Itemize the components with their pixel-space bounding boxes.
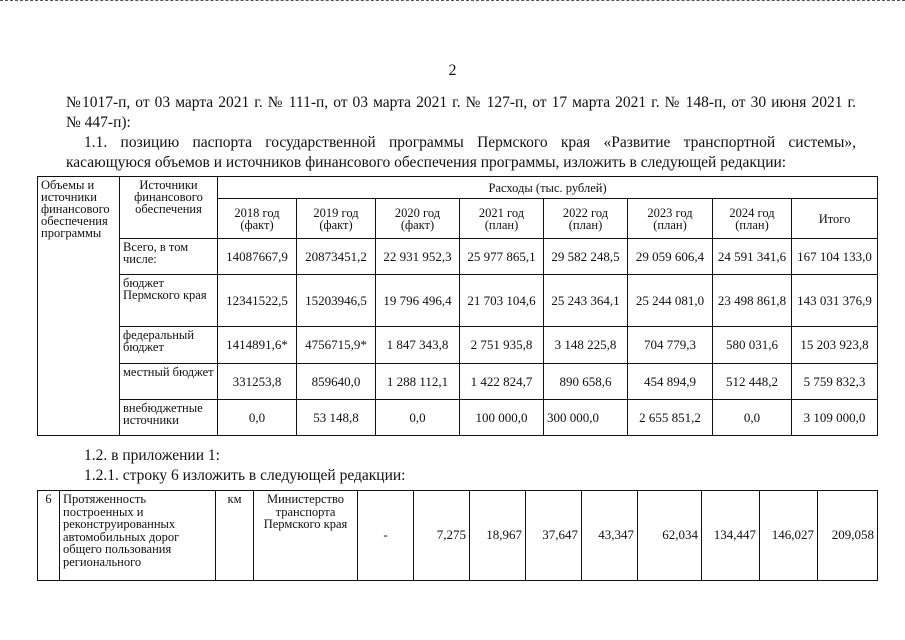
indicator-table <box>37 490 878 581</box>
paragraph-1-1-line2: касающуюся объемов и источников финансового обеспечения программы, изложить в следующей редакции: <box>66 154 787 171</box>
year-header: 2018 год (факт) <box>218 199 297 239</box>
value-cell: 21 703 104,6 <box>460 275 544 327</box>
sources-header: Источники финансового обеспечения <box>120 177 218 239</box>
total-cell: 167 104 133,0 <box>792 239 878 275</box>
indicator-value: 62,034 <box>638 491 702 581</box>
value-cell: 890 658,6 <box>544 364 628 400</box>
value-cell: 1 422 824,7 <box>460 364 544 400</box>
indicator-name: Протяженность построенных и реконструированных автомобильных дорог общего пользования регионального <box>60 491 216 581</box>
value-cell: 53 148,8 <box>297 400 376 436</box>
indicator-value: 43,347 <box>582 491 638 581</box>
value-cell: 25 977 865,1 <box>460 239 544 275</box>
year-header: 2022 год (план) <box>544 199 628 239</box>
indicator-value: 209,058 <box>818 491 878 581</box>
value-cell: 12341522,5 <box>218 275 297 327</box>
source-cell: бюджет Пермского края <box>120 275 218 327</box>
source-cell: Всего, в том числе: <box>120 239 218 275</box>
value-cell: 1414891,6* <box>218 327 297 364</box>
value-cell: 22 931 952,3 <box>376 239 460 275</box>
ministry-cell: Министерство транспорта Пермского края <box>254 491 358 581</box>
indicator-value: 134,447 <box>702 491 760 581</box>
value-cell: 704 779,3 <box>628 327 713 364</box>
value-cell: 859640,0 <box>297 364 376 400</box>
value-cell: 1 288 112,1 <box>376 364 460 400</box>
value-cell: 454 894,9 <box>628 364 713 400</box>
value-cell: 25 244 081,0 <box>628 275 713 327</box>
total-cell: 5 759 832,3 <box>792 364 878 400</box>
paragraph-1-2-1: 1.2.1. строку 6 изложить в следующей редакции: <box>84 467 406 484</box>
page-top-border <box>0 0 905 3</box>
indicator-value: 37,647 <box>526 491 582 581</box>
value-cell: 29 582 248,5 <box>544 239 628 275</box>
paragraph-decree-list-line1: №1017-п, от 03 марта 2021 г. № 111-п, от 03 марта 2021 г. № 127-п, от 17 марта 2021 г. № 148-п, от 30 июня 2021 г. <box>66 94 856 111</box>
paragraph-1-1-line1: 1.1. позицию паспорта государственной программы Пермского края «Развитие транспортной системы», <box>84 134 856 151</box>
page-number: 2 <box>448 62 457 79</box>
value-cell: 15203946,5 <box>297 275 376 327</box>
value-cell: 1 847 343,8 <box>376 327 460 364</box>
value-cell: 0,0 <box>713 400 792 436</box>
indicator-value: - <box>358 491 414 581</box>
value-cell: 300 000,0 <box>544 400 628 436</box>
total-cell: 143 031 376,9 <box>792 275 878 327</box>
year-header: 2023 год (план) <box>628 199 713 239</box>
source-cell: федеральный бюджет <box>120 327 218 364</box>
value-cell: 2 655 851,2 <box>628 400 713 436</box>
paragraph-1-2: 1.2. в приложении 1: <box>84 447 220 464</box>
total-cell: 3 109 000,0 <box>792 400 878 436</box>
total-header: Итого <box>792 199 878 239</box>
value-cell: 580 031,6 <box>713 327 792 364</box>
value-cell: 20873451,2 <box>297 239 376 275</box>
value-cell: 512 448,2 <box>713 364 792 400</box>
value-cell: 24 591 341,6 <box>713 239 792 275</box>
value-cell: 2 751 935,8 <box>460 327 544 364</box>
value-cell: 100 000,0 <box>460 400 544 436</box>
total-cell: 15 203 923,8 <box>792 327 878 364</box>
value-cell: 19 796 496,4 <box>376 275 460 327</box>
indicator-value: 18,967 <box>470 491 526 581</box>
indicator-value: 146,027 <box>760 491 818 581</box>
paragraph-decree-list-line2: № 447-п): <box>66 114 131 131</box>
unit-cell: км <box>216 491 254 581</box>
value-cell: 4756715,9* <box>297 327 376 364</box>
value-cell: 3 148 225,8 <box>544 327 628 364</box>
year-header: 2021 год (план) <box>460 199 544 239</box>
year-header: 2019 год (факт) <box>297 199 376 239</box>
value-cell: 25 243 364,1 <box>544 275 628 327</box>
year-header: 2020 год (факт) <box>376 199 460 239</box>
year-header: 2024 год (план) <box>713 199 792 239</box>
financing-label-cell: Объемы и источники финансового обеспечения программы <box>38 177 120 436</box>
row-number: 6 <box>38 491 60 581</box>
source-cell: внебюджетные источники <box>120 400 218 436</box>
value-cell: 29 059 606,4 <box>628 239 713 275</box>
value-cell: 23 498 861,8 <box>713 275 792 327</box>
financing-table <box>37 176 878 436</box>
source-cell: местный бюджет <box>120 364 218 400</box>
value-cell: 0,0 <box>218 400 297 436</box>
indicator-value: 7,275 <box>414 491 470 581</box>
value-cell: 331253,8 <box>218 364 297 400</box>
value-cell: 0,0 <box>376 400 460 436</box>
value-cell: 14087667,9 <box>218 239 297 275</box>
expenses-header: Расходы (тыс. рублей) <box>218 177 878 199</box>
